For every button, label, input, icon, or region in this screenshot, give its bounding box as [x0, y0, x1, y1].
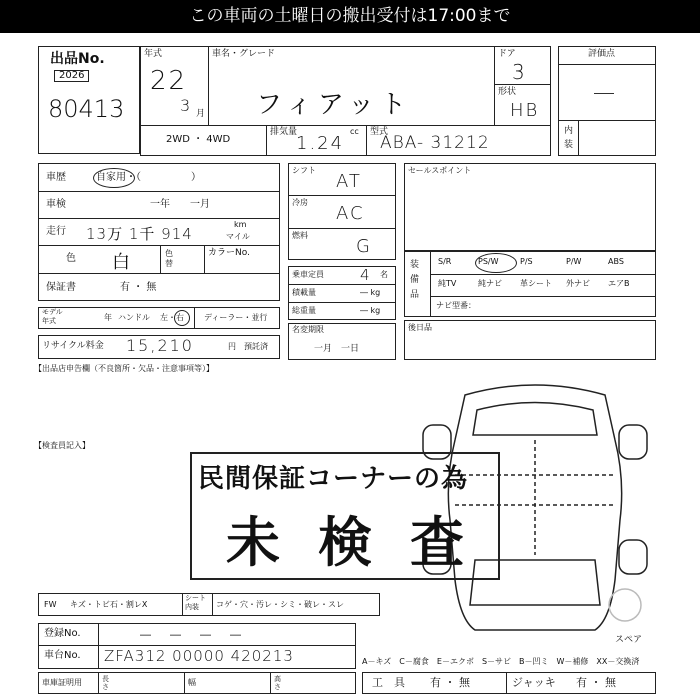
fw-text1: キズ・トビ石・割レX: [70, 600, 148, 609]
name-value: フィアット: [256, 90, 413, 120]
stamp-line2: 未検査: [226, 511, 502, 574]
equipment-label: 装備品: [410, 260, 420, 300]
lot-number: 80413: [48, 95, 125, 123]
navi-label: ナビ型番：: [436, 301, 476, 310]
warranty-value: 有 ・ 無: [120, 282, 157, 293]
inspection-value: 一年 一月: [150, 199, 210, 210]
cert-label: 車庫証明用: [42, 678, 82, 687]
equipment-item: ABS: [608, 257, 624, 266]
fuel-value: G: [356, 236, 372, 257]
notes-label: 後日品: [408, 323, 432, 332]
model-label: 型式: [370, 127, 389, 137]
chassis-label: 車台No.: [44, 650, 81, 661]
doors-value: 3: [512, 60, 527, 84]
capacity-unit: 名: [380, 270, 388, 279]
month-value: 3: [180, 96, 193, 115]
right-handle-circle: [174, 310, 190, 326]
shape-value: HB: [510, 100, 540, 121]
fw-seat-label: シート内装: [185, 594, 206, 611]
color-value: 白: [112, 252, 132, 273]
color-label: 色: [66, 253, 76, 264]
color-no-label: カラーNo.: [208, 248, 250, 258]
lot-year-stamp: 2026: [54, 70, 89, 82]
recycle-unit: 円: [228, 342, 236, 351]
history-value: 自家用・（ ）: [96, 172, 201, 183]
equipment-item: エアB: [608, 279, 630, 288]
model-year-label: モデル年式: [42, 308, 63, 325]
displacement-value: 1.24: [296, 133, 345, 154]
year-value: 22: [150, 66, 188, 96]
equipment-item: 純TV: [438, 279, 457, 288]
jack-value: 有 ・ 無: [576, 676, 616, 689]
interior-label: 内装: [564, 126, 574, 150]
lot-label: 出品No.: [50, 51, 105, 67]
cert-row: [38, 672, 356, 694]
month-unit: 月: [196, 109, 206, 119]
regchange-label: 名変期限: [292, 325, 324, 334]
mileage-label: 走行: [46, 226, 66, 237]
tools-value: 有 ・ 無: [430, 676, 470, 689]
shape-label: 形状: [498, 87, 517, 97]
equipment-item: 外ナビ: [566, 279, 590, 288]
cert-length-label: 長さ: [102, 675, 109, 691]
handle-label: ハンドル: [118, 313, 150, 322]
damage-legend: A－キズ C－腐食 E－エクボ S－サビ B－凹ミ W－補修 XX－交換済: [362, 657, 640, 666]
equipment-item: PS/W: [478, 257, 499, 266]
mileage-value: 13万 1千 914: [86, 225, 193, 243]
cert-width-label: 幅: [188, 678, 196, 687]
sales-point-box: [404, 163, 656, 251]
mileage-unit-mile: マイル: [226, 232, 250, 241]
equipment-item: S/R: [438, 257, 452, 266]
equipment-item: P/S: [520, 257, 533, 266]
dealer-label: ディーラー・並行: [204, 313, 268, 322]
weight-value: ― kg: [360, 306, 381, 315]
fw-label: FW: [44, 600, 57, 609]
color-change-label: 色替: [165, 249, 173, 268]
load-value: ― kg: [360, 288, 381, 297]
sales-point-label: セールスポイント: [408, 166, 472, 175]
fw-text2: コゲ・穴・汚レ・シミ・破レ・スレ: [216, 600, 344, 609]
displacement-label: 排気量: [270, 127, 298, 137]
rating-value: ―: [594, 80, 616, 104]
mileage-unit-km: km: [234, 220, 247, 229]
name-label: 車名・グレード: [212, 49, 276, 59]
ac-label: 冷房: [292, 198, 308, 207]
rating-label: 評価点: [588, 49, 616, 59]
capacity-label: 乗車定員: [292, 270, 324, 279]
drive-label: 2WD ・ 4WD: [166, 134, 231, 145]
inspector-note: 【検査員記入】: [34, 441, 90, 450]
load-label: 積載量: [292, 288, 316, 297]
equipment-item: P/W: [566, 257, 582, 266]
cert-height-label: 高さ: [274, 675, 281, 691]
model-year-unit: 年: [104, 313, 112, 322]
banner: この車両の土曜日の搬出受付は17:00まで: [0, 0, 700, 33]
spare-tire-icon: [609, 589, 641, 621]
registration-value: ― ― ― ―: [140, 628, 245, 641]
year-label: 年式: [144, 49, 163, 59]
spare-label: スペア: [615, 635, 643, 645]
inspection-label: 車検: [46, 199, 66, 210]
shift-label: シフト: [292, 166, 316, 175]
tools-label: 工 具: [372, 676, 405, 689]
displacement-unit: cc: [350, 127, 359, 136]
notes-box: [404, 320, 656, 360]
capacity-value: 4: [360, 266, 372, 284]
chassis-value: ZFA312 00000 420213: [104, 647, 294, 665]
warranty-label: 保証書: [46, 282, 76, 293]
jack-label: ジャッキ: [512, 676, 556, 689]
equipment-item: 純ナビ: [478, 279, 502, 288]
stamp-line1: 民間保証コーナーの為: [198, 464, 469, 494]
exhibitor-note: 【出品店申告欄（不良箇所・欠品・注意事項等）】: [34, 364, 214, 373]
handle-value: 左・右: [160, 313, 184, 322]
regchange-value: 一月 一日: [314, 344, 360, 354]
history-label: 車歴: [46, 172, 66, 183]
equipment-item: 革シート: [520, 279, 552, 288]
private-use-circle: [93, 168, 135, 188]
doors-label: ドア: [498, 49, 516, 59]
registration-label: 登録No.: [44, 628, 81, 639]
fuel-label: 燃料: [292, 231, 308, 240]
recycle-value: 15,210: [126, 336, 194, 355]
recycle-status: 預託済: [244, 342, 268, 351]
model-value: ABA- 31212: [380, 133, 490, 153]
ac-value: AC: [336, 203, 365, 224]
shift-value: AT: [336, 171, 362, 192]
weight-label: 総重量: [292, 306, 316, 315]
recycle-label: リサイクル料金: [42, 341, 104, 351]
